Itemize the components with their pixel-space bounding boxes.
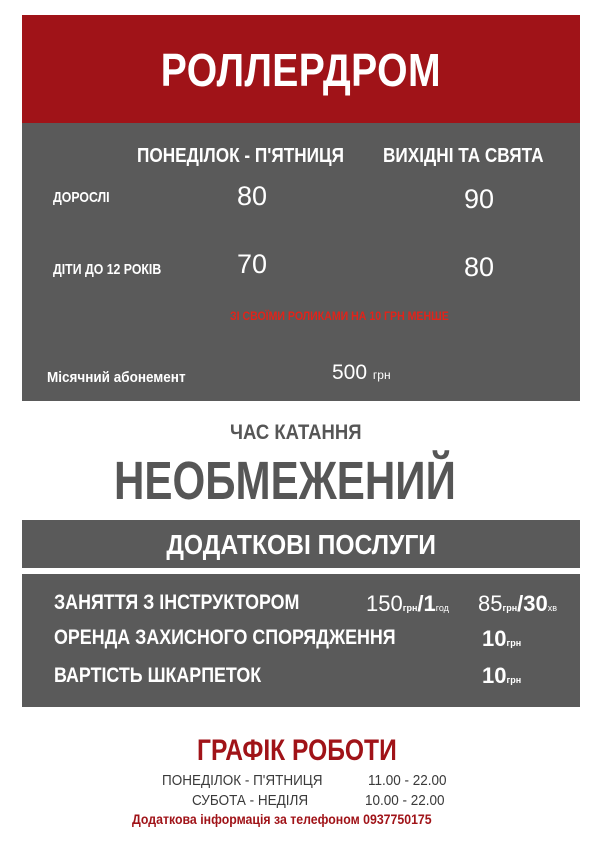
skating-time-value: НЕОБМЕЖЕНИЙ xyxy=(114,451,456,511)
service-socks-name: ВАРТІСТЬ ШКАРПЕТОК xyxy=(54,664,262,687)
subscription-label: Місячний абонемент xyxy=(47,369,186,386)
schedule-weekdays: ПОНЕДІЛОК - П'ЯТНИЦЯ xyxy=(162,772,323,789)
skating-time-label: ЧАС КАТАННЯ xyxy=(230,421,362,444)
row-label-adults: ДОРОСЛІ xyxy=(53,189,110,206)
schedule-weekdays-hours: 11.00 - 22.00 xyxy=(368,772,447,789)
subscription-price: 500 грн xyxy=(332,361,391,384)
services-panel xyxy=(22,574,580,707)
price-children-weekdays: 70 xyxy=(237,249,268,279)
service-instructor-price-hour: 150грн/1год xyxy=(366,591,449,616)
service-socks-price: 10грн xyxy=(482,663,522,688)
column-header-weekdays: ПОНЕДІЛОК - П'ЯТНИЦЯ xyxy=(137,145,344,167)
title-banner xyxy=(22,15,580,123)
services-header xyxy=(22,520,580,568)
service-instructor-name: ЗАНЯТТЯ З ІНСТРУКТОРОМ xyxy=(54,591,300,614)
service-equipment-price: 10грн xyxy=(482,626,522,651)
row-label-children: ДІТИ ДО 12 РОКІВ xyxy=(53,261,162,278)
service-equipment-name: ОРЕНДА ЗАХИСНОГО СПОРЯДЖЕННЯ xyxy=(54,626,396,649)
contact-info: Додаткова інформація за телефоном 0937750175 xyxy=(132,811,432,827)
price-adults-weekends: 90 xyxy=(464,184,495,214)
service-instructor-price-half: 85грн/30хв xyxy=(478,591,558,616)
price-children-weekends: 80 xyxy=(464,252,495,282)
discount-note: ЗІ СВОЇМИ РОЛИКАМИ НА 10 ГРН МЕНШЕ xyxy=(230,309,449,323)
schedule-title: ГРАФІК РОБОТИ xyxy=(197,734,397,767)
schedule-weekend-hours: 10.00 - 22.00 xyxy=(365,792,445,809)
page-title: РОЛЛЕРДРОМ xyxy=(160,44,442,96)
price-adults-weekdays: 80 xyxy=(237,181,268,211)
price-panel xyxy=(22,123,580,401)
services-title: ДОДАТКОВІ ПОСЛУГИ xyxy=(166,529,436,560)
column-header-weekends: ВИХІДНІ ТА СВЯТА xyxy=(383,145,544,167)
schedule-weekend: СУБОТА - НЕДІЛЯ xyxy=(192,792,309,809)
